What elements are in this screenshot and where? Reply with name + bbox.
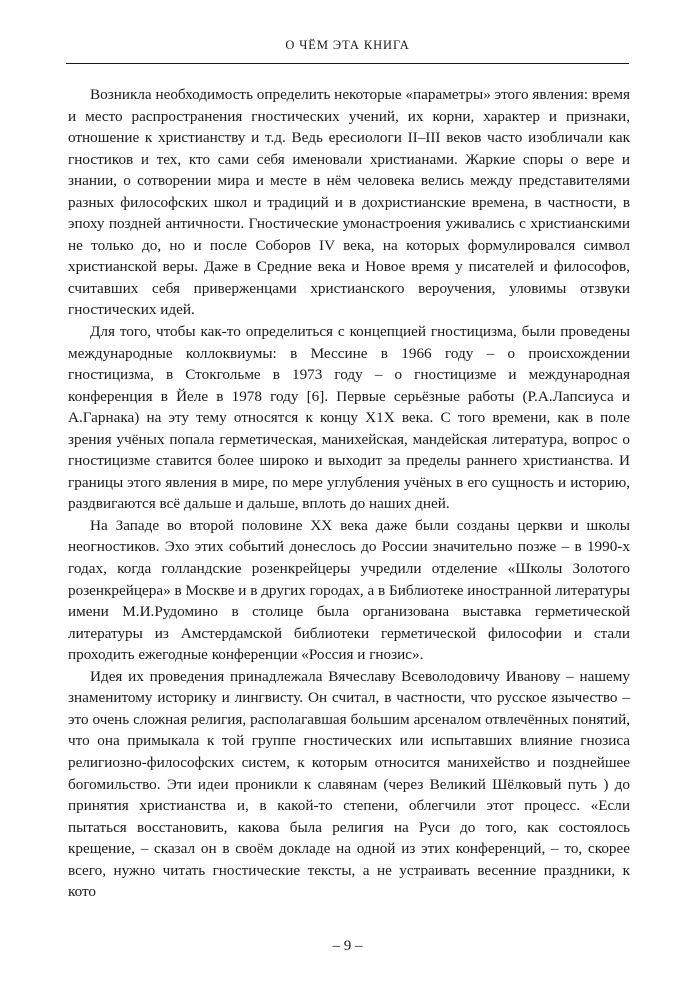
- paragraph-4: Идея их проведения принадлежала Вячеславу Всеволодовичу Иванову – нашему знаменитому историку и лингвисту. Он считал, в частности, что русское язычество – это очень сложная религия, располагавшая большим арсеналом отвлечённых понятий, что она примыкала к той группе гностических или испытавших влияние гнозиса религиозно-философских систем, к которым относится манихейство и позднейшее богомильство. Эти идеи проникли к славянам (через Великий Шёлковый путь ) до принятия христианства и, в какой-то степени, облегчили этот процесс. «Если пытаться восстановить, какова была религия на Руси до того, как состоялось крещение, – сказал он в своём докладе на одной из этих конференций, – то, скорее всего, нужно читать гностические тексты, а не устраивать весенние праздники, к кото: [68, 667, 630, 901]
- header-divider: [66, 63, 629, 64]
- page-body: [68, 84, 630, 903]
- paragraph-1: Возникла необходимость определить некоторые «параметры» этого явления: время и место распространения гностических учений, их корни, характер и признаки, отношение к христианству и т.д. Ведь ересиологи II–III веков часто изобличали как гностиков и тех, кто сами себя именовали христианами. Жаркие споры о вере и знании, о сотворении мира и месте в нём человека велись между представителями разных философских школ и традиций и в дохристианские времена, в частности, в эпоху поздней античности. Гностические умонастроения уживались с христианскими не только до, но и после Соборов IV века, на которых формулировался символ христианской веры. Даже в Средние века и Новое время у писателей и философов, считавших себя приверженцами христианского вероучения, уловимы отзвуки гностических идей.: [68, 86, 631, 319]
- page-number: – 9 –: [332, 938, 363, 954]
- paragraph-2: Для того, чтобы как-то определиться с концепцией гностицизма, были проведены международные коллоквиумы: в Мессине в 1966 году – о происхождении гностицизма, в Стокгольме в 1973 году – о гностицизме и международная конференция в Йеле в 1978 году [6]. Первые серьёзные работы (Р.А.Лапсиуса и А.Гарнака) на эту тему относятся к концу Х1Х века. С того времени, как в поле зрения учёных попала герметическая, манихейская, мандейская литература, вопрос о гностицизме ставится более широко и выходит за пределы раннего христианства. И границы этого явления в мире, по мере углубления учёных в его сущность и историю, раздвигаются всё дальше и дальше, вплоть до наших дней.: [68, 323, 630, 513]
- paragraph-3: На Западе во второй половине ХХ века даже были созданы церкви и школы неогностиков. Эхо этих событий донеслось до России значительно позже – в 1990-х годах, когда голландские розенкрейцеры учредили отделение «Школы Золотого розенкрейцера» в Москве и в других городах, а в Библиотеке иностранной литературы имени М.И.Рудомино в столице была организована выставка герметической литературы из Амстердамской библиотеки герметической философии и стали проходить ежегодные конференции «Россия и гнозис».: [68, 516, 630, 664]
- running-header: О ЧЁМ ЭТА КНИГА: [285, 38, 410, 52]
